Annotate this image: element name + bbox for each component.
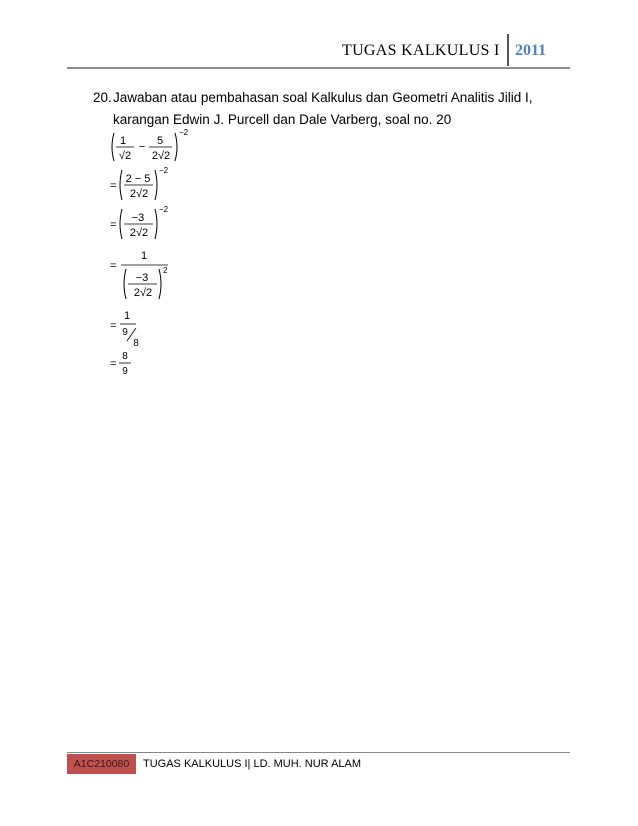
header-title: TUGAS KALKULUS I xyxy=(342,42,500,59)
step5-sub-numerator: 9 xyxy=(122,327,128,338)
step5-sub-denominator: 8 xyxy=(133,338,139,349)
step2-exponent: −2 xyxy=(159,166,169,175)
footer-rule xyxy=(67,752,570,753)
footer-text: TUGAS KALKULUS I| LD. MUH. NUR ALAM xyxy=(143,758,362,770)
math-step-1 xyxy=(112,128,189,162)
step1-term2-denominator: 2√2 xyxy=(151,150,171,162)
math-step-3 xyxy=(110,205,169,239)
step3-exponent: −2 xyxy=(159,205,169,214)
step4-inner-numerator: −3 xyxy=(135,272,149,284)
step3-numerator: −3 xyxy=(131,212,145,224)
step2-denominator: 2√2 xyxy=(129,188,149,200)
step4-equals: = xyxy=(110,260,117,272)
header-year: 2011 xyxy=(515,42,547,59)
math-step-5 xyxy=(110,310,139,349)
footer-student-id: A1C210080 xyxy=(67,754,136,774)
step1-term2-numerator: 5 xyxy=(156,135,164,147)
step6-denominator: 9 xyxy=(122,366,128,377)
step6-equals: = xyxy=(110,358,117,370)
step5-numerator: 1 xyxy=(123,310,131,322)
math-step-4 xyxy=(110,250,168,299)
step4-exponent: 2 xyxy=(163,266,168,275)
step1-exponent: −2 xyxy=(179,128,189,137)
header-rule xyxy=(67,67,570,69)
math-step-2 xyxy=(110,166,169,200)
step4-inner-denominator: 2√2 xyxy=(133,287,153,299)
step1-term1-denominator: √2 xyxy=(118,150,132,162)
math-step-6 xyxy=(110,351,131,377)
step6-numerator: 8 xyxy=(122,351,128,362)
step1-minus: − xyxy=(138,141,146,153)
question-line-1: Jawaban atau pembahasan soal Kalkulus dan Geometri Analitis Jilid I, xyxy=(113,90,533,105)
step2-numerator: 2 − 5 xyxy=(125,173,151,185)
step3-denominator: 2√2 xyxy=(129,227,149,239)
step4-numerator: 1 xyxy=(140,250,148,262)
step5-equals: = xyxy=(110,320,117,332)
question-number: 20. xyxy=(93,90,112,105)
step1-term1-numerator: 1 xyxy=(119,135,127,147)
header-separator xyxy=(507,34,509,66)
step2-equals: = xyxy=(110,180,117,192)
solution-math xyxy=(110,125,210,385)
question-line-2: karangan Edwin J. Purcell dan Dale Varberg, soal no. 20 xyxy=(113,112,452,127)
step3-equals: = xyxy=(110,219,117,231)
